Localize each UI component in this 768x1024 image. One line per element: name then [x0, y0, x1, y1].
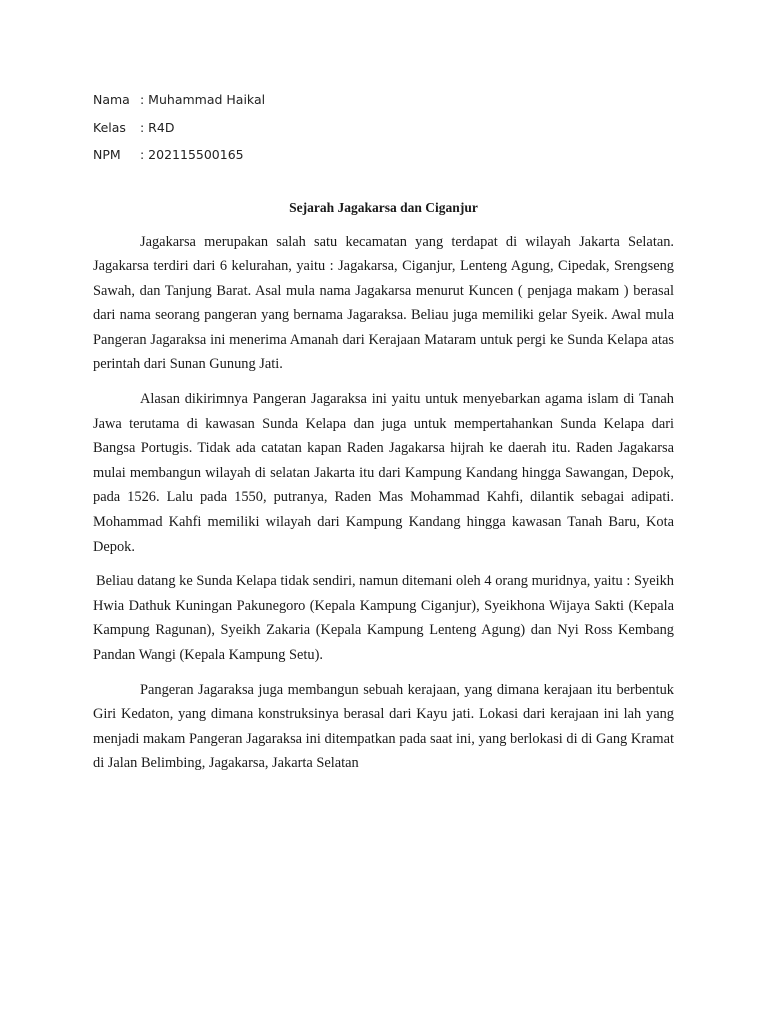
nama-label: Nama: [93, 92, 130, 108]
identity-row-npm: [93, 141, 674, 169]
paragraph-2: Alasan dikirimnya Pangeran Jagaraksa ini yaitu untuk menyebarkan agama islam di Tanah Jawa terutama di kawasan Sunda Kelapa dan juga untuk mempertahankan Sunda Kelapa dari Bangsa Portugis. Tidak ada catatan kapan Raden Jagakarsa hijrah ke daerah itu. Raden Jagakarsa mulai membangun wilayah di selatan Jakarta itu dari Kampung Kandang hingga Sawangan, Depok, pada 1526. Lalu pada 1550, putranya, Raden Mas Mohammad Kahfi, dilantik sebagai adipati. Mohammad Kahfi memiliki wilayah dari Kampung Kandang hingga kawasan Tanah Baru, Kota Depok.: [93, 391, 674, 555]
document-page: [93, 86, 674, 786]
npm-value: : 202115500165: [140, 147, 244, 163]
npm-label: NPM: [93, 147, 121, 163]
kelas-label: Kelas: [93, 119, 126, 135]
identity-row-kelas: [93, 114, 674, 142]
student-identity-block: [93, 86, 674, 169]
paragraph-3: Beliau datang ke Sunda Kelapa tidak sendiri, namun ditemani oleh 4 orang muridnya, yaitu : Syeikh Hwia Dathuk Kuningan Pakunegoro (Kepala Kampung Ciganjur), Syeikhona Wijaya Sakti (Kepala Kampung Ragunan), Syeikh Zakaria (Kepala Kampung Lenteng Agung) dan Nyi Ross Kembang Pandan Wangi (Kepala Kampung Setu).: [93, 573, 674, 663]
paragraph-4: Pangeran Jagaraksa juga membangun sebuah kerajaan, yang dimana kerajaan itu berbentuk Giri Kedaton, yang dimana konstruksinya berasal dari Kayu jati. Lokasi dari kerajaan ini lah yang menjadi makam Pangeran Jagaraksa ini ditempatkan pada saat ini, yang berlokasi di di Gang Kramat di Jalan Belimbing, Jagakarsa, Jakarta Selatan: [93, 681, 674, 772]
document-title: Sejarah Jagakarsa dan Ciganjur: [289, 199, 478, 215]
paragraph-1: Jagakarsa merupakan salah satu kecamatan yang terdapat di wilayah Jakarta Selatan. Jagakarsa terdiri dari 6 kelurahan, yaitu : Jagakarsa, Ciganjur, Lenteng Agung, Cipedak, Srengseng Sawah, dan Tanjung Barat. Asal mula nama Jagakarsa menurut Kuncen ( penjaga makam ) berasal dari nama seorang pangeran yang bernama Jagaraksa. Beliau juga memiliki gelar Syeik. Awal mula Pangeran Jagaraksa ini menerima Amanah dari Kerajaan Mataram untuk pergi ke Sunda Kelapa atas perintah dari Sunan Gunung Jati.: [93, 233, 674, 373]
kelas-value: : R4D: [140, 119, 175, 135]
identity-row-nama: [93, 86, 674, 114]
nama-value: : Muhammad Haikal: [140, 92, 266, 108]
